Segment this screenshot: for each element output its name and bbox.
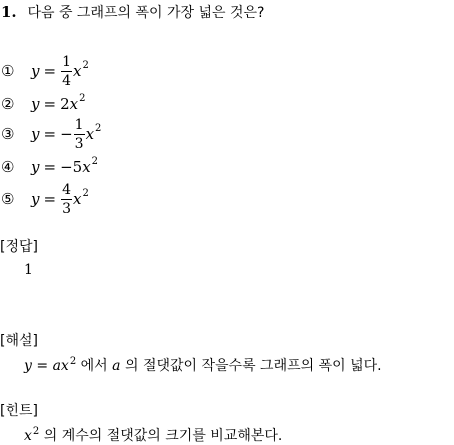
minus-sign: − (60, 125, 73, 143)
exponent: 2 (91, 155, 99, 167)
equals-sign: = (36, 358, 49, 374)
explanation-text-2: 의 절댓값이 작을수록 그래프의 폭이 넓다. (124, 358, 382, 374)
choice-marker: ④ (1, 158, 15, 176)
var-a: a (112, 358, 121, 374)
exponent: 2 (82, 187, 89, 199)
var-x: x (85, 125, 95, 143)
var-a: a (52, 358, 61, 374)
var-y: y (31, 125, 40, 143)
coefficient: 2 (60, 95, 70, 113)
denominator: 3 (62, 200, 71, 217)
exponent: 2 (95, 122, 102, 134)
choice-marker: ③ (1, 125, 15, 143)
var-x: x (72, 62, 82, 80)
choice-1 (1, 53, 89, 89)
choice-formula (31, 118, 101, 151)
equals-sign: = (43, 62, 57, 80)
question-text: 다음 중 그래프의 폭이 가장 넓은 것은? (27, 5, 265, 21)
fraction (61, 183, 72, 216)
choice-4 (1, 152, 98, 182)
var-x: x (72, 190, 82, 208)
fraction (74, 118, 85, 151)
choice-marker: ⑤ (1, 190, 15, 208)
var-x: x (69, 95, 79, 113)
question-line (1, 2, 264, 22)
denominator: 4 (62, 72, 71, 89)
var-y: y (31, 62, 40, 80)
var-x: x (82, 158, 91, 176)
var-y: y (31, 190, 40, 208)
choice-marker: ② (1, 95, 15, 113)
hint-label: [힌트] (0, 403, 38, 419)
var-y: y (24, 358, 32, 374)
var-x: x (24, 428, 32, 444)
numerator: 4 (62, 181, 71, 198)
question-number: 1. (1, 3, 17, 21)
exponent: 2 (69, 356, 77, 367)
equals-sign: = (43, 125, 57, 143)
denominator: 3 (74, 135, 84, 152)
answer-label: [정답] (0, 239, 38, 255)
choice-formula (31, 183, 89, 216)
exponent: 2 (79, 92, 86, 104)
explanation-text-1: 에서 (80, 358, 108, 374)
choice-marker: ① (1, 62, 15, 80)
choice-formula (31, 92, 86, 113)
fraction (61, 55, 72, 88)
choice-formula (31, 155, 99, 176)
choice-2 (1, 89, 85, 119)
hint-text: 의 계수의 절댓값의 크기를 비교해본다. (43, 428, 283, 444)
equals-sign: = (43, 190, 57, 208)
coefficient: 5 (72, 158, 83, 176)
fraction-bar (61, 71, 72, 72)
choice-3 (1, 116, 102, 152)
choice-5 (1, 181, 89, 217)
var-y: y (31, 158, 40, 176)
fraction-bar (61, 199, 72, 200)
explanation-body (24, 355, 382, 375)
answer-value: 1 (24, 262, 33, 278)
minus-sign: − (60, 158, 73, 176)
exponent: 2 (82, 59, 89, 71)
exponent: 2 (32, 426, 40, 437)
explanation-label: [해설] (0, 333, 38, 349)
var-y: y (31, 95, 40, 113)
hint-body (24, 425, 282, 445)
numerator: 1 (74, 116, 84, 133)
choice-formula (31, 55, 89, 88)
numerator: 1 (62, 53, 71, 70)
var-x: x (60, 358, 69, 374)
fraction-bar (74, 134, 85, 135)
equals-sign: = (43, 158, 57, 176)
equals-sign: = (43, 95, 57, 113)
